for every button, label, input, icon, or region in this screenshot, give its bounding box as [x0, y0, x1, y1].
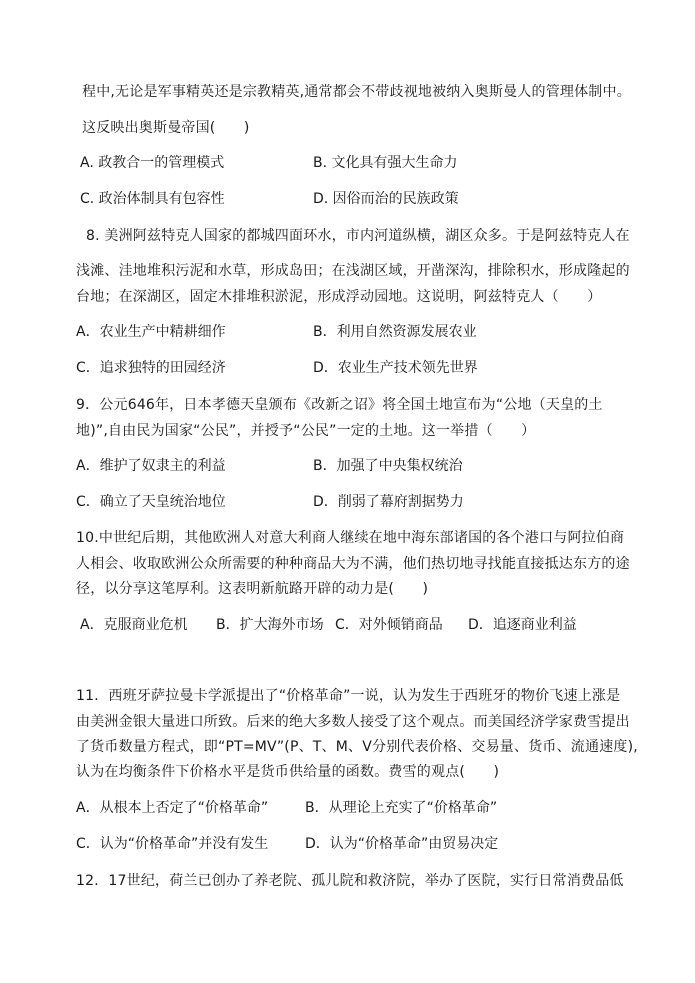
q10-option-b: B．扩大海外市场	[216, 617, 324, 633]
q8-option-d: D．农业生产技术领先世界	[313, 360, 478, 376]
q11-stem-line-1: 11．西班牙萨拉曼卡学派提出了“价格革命”一说，认为发生于西班牙的物价飞速上涨是	[76, 688, 621, 704]
q9-option-c: C．确立了天皇统治地位	[76, 494, 226, 510]
q8-stem-line-1: 8. 美洲阿兹特克人国家的都城四面环水，市内河道纵横，湖区众多。于是阿兹特克人在	[86, 228, 630, 244]
q8-stem-line-2: 浅滩、洼地堆积污泥和水草，形成岛田；在浅湖区域，开凿深沟，排除积水，形成隆起的	[76, 263, 630, 279]
q9-option-b: B．加强了中央集权统治	[313, 458, 463, 474]
q7-option-b: B. 文化具有强大生命力	[313, 155, 458, 171]
q8-option-b: B．利用自然资源发展农业	[313, 324, 477, 340]
q7-stem-line-1: 程中,无论是军事精英还是宗教精英,通常都会不带歧视地被纳入奥斯曼人的管理体制中。	[82, 84, 631, 100]
q10-option-c: C．对外倾销商品	[335, 617, 443, 633]
q8-option-c: C．追求独特的田园经济	[76, 360, 226, 376]
q7-option-a: A. 政教合一的管理模式	[80, 155, 225, 171]
q11-option-a: A．从根本上否定了“价格革命”	[76, 800, 269, 816]
q9-stem-line-1: 9．公元646年，日本孝德天皇颁布《改新之诏》将全国土地宣布为“公地（天皇的土	[76, 397, 603, 413]
q9-option-a: A．维护了奴隶主的利益	[76, 458, 226, 474]
q9-stem-line-2: 地)”,自由民为国家“公民”，并授予“公民”一定的土地。这一举措（ ）	[76, 423, 536, 439]
q10-stem-line-1: 10.中世纪后期，其他欧洲人对意大利商人继续在地中海东部诸国的各个港口与阿拉伯商	[76, 530, 625, 546]
q8-stem-line-3: 台地；在深湖区，固定木排堆积淤泥，形成浮动园地。这说明，阿兹特克人（ ）	[76, 289, 602, 305]
q7-option-c: C. 政治体制具有包容性	[80, 191, 225, 207]
q11-option-c: C．认为“价格革命”并没有发生	[76, 836, 269, 852]
q11-stem-line-3: 了货币数量方程式，即“PT=MV”(P、T、M、V分别代表价格、交易量、货币、流通速度),	[76, 739, 638, 755]
q8-option-a: A．农业生产中精耕细作	[76, 324, 226, 340]
q9-option-d: D．削弱了幕府割据势力	[313, 494, 464, 510]
q10-stem-line-2: 人相会、收取欧洲公众所需要的种种商品大为不满，他们热切地寻找能直接抵达东方的途	[76, 556, 630, 572]
q11-option-d: D．认为“价格革命”由贸易决定	[305, 836, 499, 852]
q10-option-a: A．克服商业危机	[80, 617, 188, 633]
q12-stem-line-1: 12．17世纪，荷兰已创办了养老院、孤儿院和救济院，举办了医院，实行日常消费品低	[76, 873, 624, 889]
q11-option-b: B．从理论上充实了“价格革命”	[305, 800, 498, 816]
q7-stem-line-2: 这反映出奥斯曼帝国( )	[82, 120, 250, 136]
q7-option-d: D. 因俗而治的民族政策	[313, 191, 459, 207]
q10-stem-line-3: 径，以分享这笔厚利。这表明新航路开辟的动力是( )	[76, 581, 429, 597]
q11-stem-line-2: 由美洲金银大量进口所致。后来的绝大多数人接受了这个观点。而美国经济学家费雪提出	[76, 714, 630, 730]
q10-option-d: D．追逐商业利益	[468, 617, 577, 633]
q11-stem-line-4: 认为在均衡条件下价格水平是货币供给量的函数。费雪的观点( )	[76, 764, 500, 780]
